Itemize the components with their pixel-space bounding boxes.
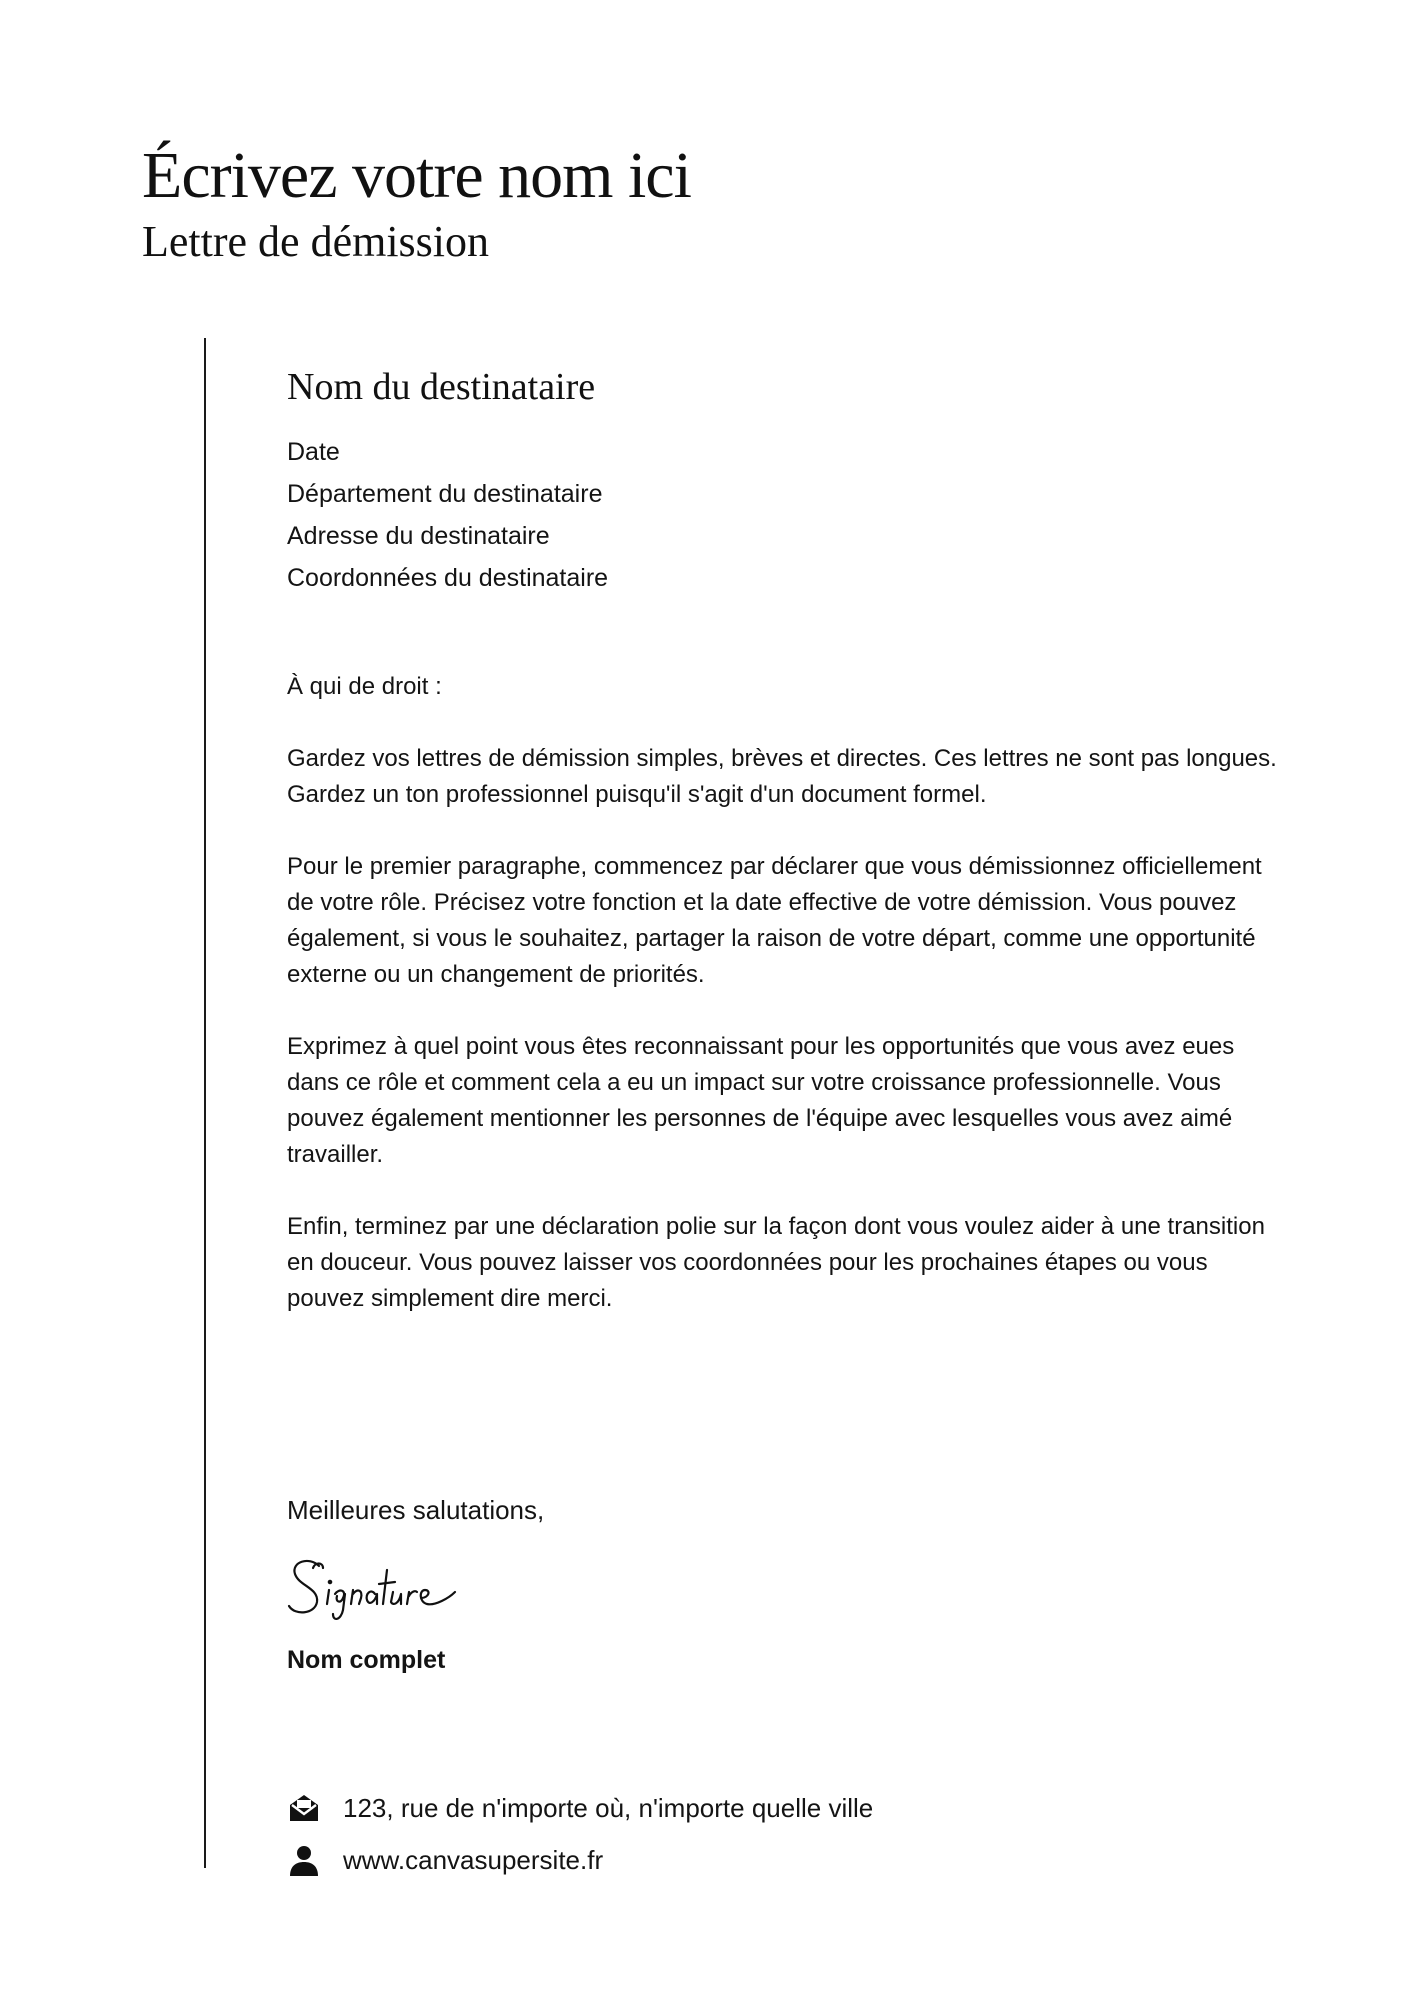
contact-info: [287, 1782, 1287, 1886]
sender-name: Écrivez votre nom ici: [142, 139, 691, 212]
salutation: À qui de droit :: [287, 672, 442, 700]
document-subtitle: Lettre de démission: [142, 216, 490, 266]
contact-address-row: [287, 1782, 1287, 1834]
envelope-open-icon: [287, 1791, 321, 1825]
recipient-department: Département du destinataire: [287, 479, 603, 508]
contact-website[interactable]: www.canvasupersite.fr: [343, 1845, 604, 1875]
recipient-date: Date: [287, 437, 340, 466]
letter-header: [142, 140, 1292, 267]
recipient-name: Nom du destinataire: [287, 366, 596, 408]
contact-address: 123, rue de n'importe où, n'importe quelle ville: [343, 1793, 874, 1823]
body-paragraph: Enfin, terminez par une déclaration polie sur la façon dont vous voulez aider à une transition en douceur. Vous pouvez laisser vos coordonnées pour les prochaines étapes ou vous pouvez simplement dire merci.: [287, 1212, 1265, 1312]
full-name: Nom complet: [287, 1646, 446, 1674]
letter-body: [287, 365, 1287, 1317]
body-paragraph: Exprimez à quel point vous êtes reconnaissant pour les opportunités que vous avez eues dans ce rôle et comment cela a eu un impact sur votre croissance professionnelle. Vous pouvez également mentionner les personnes de l'équipe avec lesquelles vous avez aimé travailler.: [287, 1032, 1235, 1168]
handwritten-signature: [283, 1548, 503, 1628]
contact-website-row: [287, 1834, 1287, 1886]
recipient-contact: Coordonnées du destinataire: [287, 563, 609, 592]
person-icon: [287, 1843, 321, 1877]
closing-greeting: Meilleures salutations,: [287, 1495, 545, 1525]
body-paragraph: Pour le premier paragraphe, commencez par déclarer que vous démissionnez officiellement de votre rôle. Précisez votre fonction et la date effective de votre démission. Vous pouvez également, si vous le souhaitez, partager la raison de votre départ, comme une opportunité externe ou un changement de priorités.: [287, 852, 1262, 988]
recipient-address: Adresse du destinataire: [287, 521, 550, 550]
vertical-divider: [204, 338, 206, 1868]
recipient-details: [287, 431, 1287, 599]
body-paragraph: Gardez vos lettres de démission simples, brèves et directes. Ces lettres ne sont pas longues. Gardez un ton professionnel puisqu'il s'agit d'un document formel.: [287, 744, 1277, 808]
